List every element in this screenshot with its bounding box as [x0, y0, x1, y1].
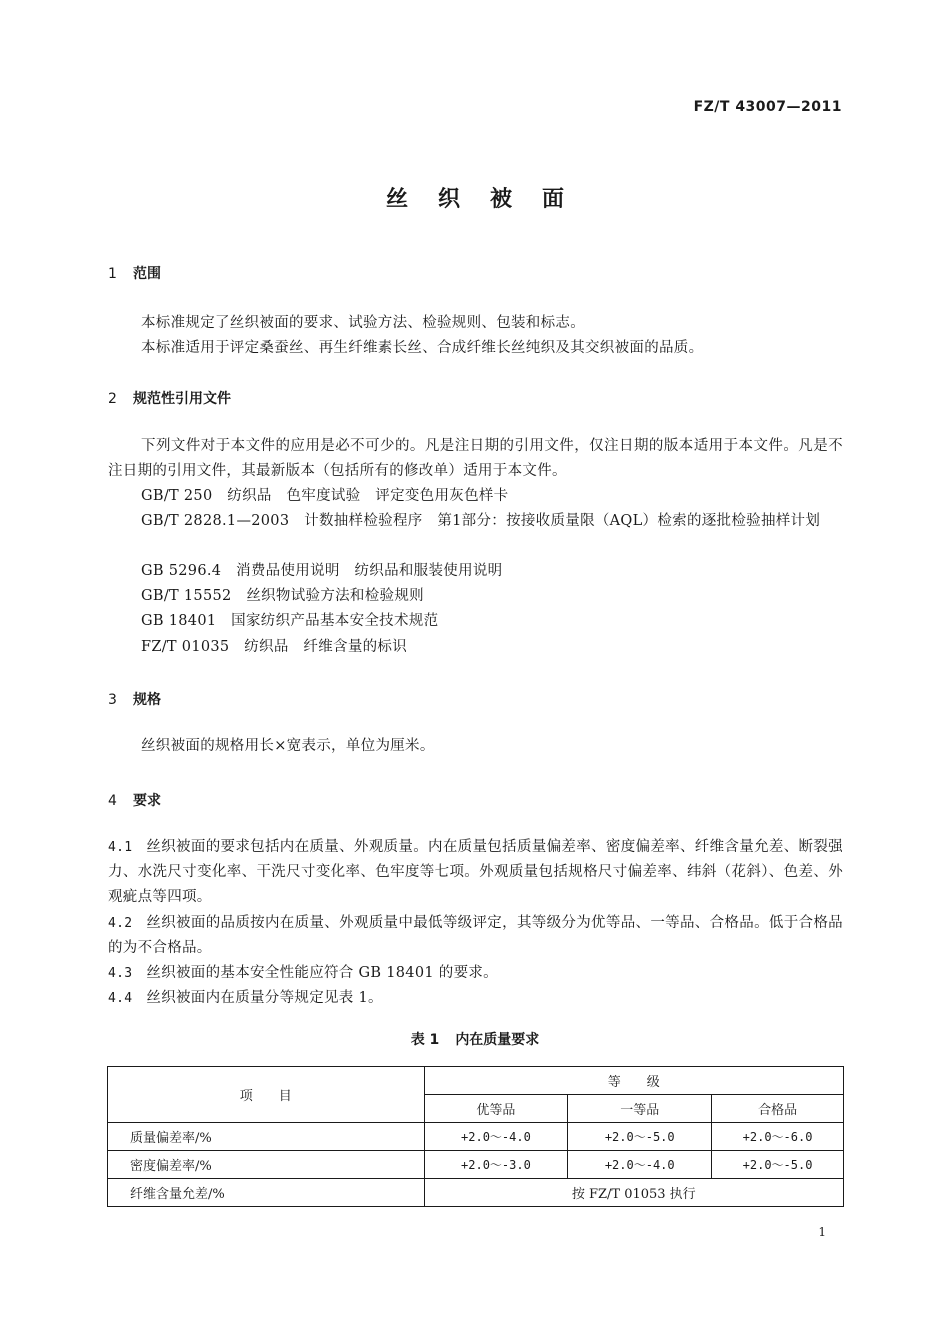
clause-number: 4.2 — [108, 916, 133, 931]
section-number: 1 — [108, 266, 117, 282]
table-cell: +2.0～-4.0 — [424, 1123, 568, 1151]
specification-paragraph: 丝织被面的规格用长×宽表示，单位为厘米。 — [141, 738, 435, 754]
row-label: 密度偏差率/% — [108, 1151, 425, 1179]
table-row — [108, 1151, 844, 1179]
table-caption — [0, 1029, 950, 1049]
clause-number: 4.4 — [108, 991, 133, 1006]
clause-text: 丝织被面的要求包括内在质量、外观质量。内在质量包括质量偏差率、密度偏差率、纤维含量允差、断裂强力、水洗尺寸变化率、干洗尺寸变化率、色牢度等七项。外观质量包括规格尺寸偏差率、纬斜（花斜）、色差、外观疵点等四项。 — [108, 839, 843, 905]
grade-header: 合格品 — [712, 1095, 844, 1123]
grade-header: 一等品 — [568, 1095, 712, 1123]
header-grade: 等 级 — [424, 1067, 843, 1095]
section-2-heading — [108, 388, 231, 408]
section-title: 要求 — [133, 793, 161, 809]
table-number: 表 1 — [410, 1032, 440, 1048]
table-cell: 按 FZ/T 01053 执行 — [424, 1179, 843, 1207]
table-row — [108, 1123, 844, 1151]
scope-paragraph-2: 本标准适用于评定桑蚕丝、再生纤维素长丝、合成纤维长丝纯织及其交织被面的品质。 — [141, 340, 704, 356]
reference-item: FZ/T 01035 纺织品 纤维含量的标识 — [141, 639, 408, 655]
page-number: 1 — [818, 1225, 826, 1239]
clause-number: 4.1 — [108, 840, 133, 855]
table-cell: +2.0～-5.0 — [568, 1123, 712, 1151]
section-number: 4 — [108, 793, 117, 809]
section-number: 3 — [108, 692, 117, 708]
table-row — [108, 1179, 844, 1207]
reference-item: GB 5296.4 消费品使用说明 纺织品和服装使用说明 — [141, 563, 503, 579]
requirement-item — [108, 986, 843, 1011]
references-intro: 下列文件对于本文件的应用是必不可少的。凡是注日期的引用文件，仅注日期的版本适用于本文件。凡是不注日期的引用文件，其最新版本（包括所有的修改单）适用于本文件。 — [108, 438, 843, 479]
section-1-heading — [108, 263, 161, 283]
section-number: 2 — [108, 391, 117, 407]
row-label: 纤维含量允差/% — [108, 1179, 425, 1207]
section-title: 范围 — [133, 266, 161, 282]
table-cell: +2.0～-6.0 — [712, 1123, 844, 1151]
table-cell: +2.0～-5.0 — [712, 1151, 844, 1179]
requirement-item — [108, 835, 843, 910]
grade-header: 优等品 — [424, 1095, 568, 1123]
reference-item: GB/T 250 纺织品 色牢度试验 评定变色用灰色样卡 — [141, 488, 509, 504]
clause-text: 丝织被面的品质按内在质量、外观质量中最低等级评定，其等级分为优等品、一等品、合格品。低于合格品的为不合格品。 — [108, 915, 843, 956]
requirement-item — [108, 911, 843, 961]
section-3-heading — [108, 689, 161, 709]
clause-text: 丝织被面内在质量分等规定见表 1。 — [146, 990, 383, 1006]
table-cell: +2.0～-3.0 — [424, 1151, 568, 1179]
document-title: 丝织被面 — [385, 187, 594, 212]
requirement-item — [108, 961, 843, 986]
reference-item: GB/T 15552 丝织物试验方法和检验规则 — [141, 588, 424, 604]
section-4-heading — [108, 790, 161, 810]
clause-number: 4.3 — [108, 966, 133, 981]
header-item: 项 目 — [108, 1067, 425, 1123]
section-title: 规格 — [133, 692, 161, 708]
row-label: 质量偏差率/% — [108, 1123, 425, 1151]
table-header-row — [108, 1067, 844, 1095]
reference-item: GB/T 2828.1—2003 计数抽样检验程序 第1部分：按接收质量限（AQL）检索的逐批检验抽样计划 — [141, 513, 821, 529]
reference-item: GB 18401 国家纺织产品基本安全技术规范 — [141, 613, 439, 629]
section-title: 规范性引用文件 — [133, 391, 231, 407]
quality-requirements-table — [107, 1066, 844, 1207]
clause-text: 丝织被面的基本安全性能应符合 GB 18401 的要求。 — [146, 965, 498, 981]
scope-paragraph-1: 本标准规定了丝织被面的要求、试验方法、检验规则、包装和标志。 — [141, 315, 585, 331]
table-title: 内在质量要求 — [455, 1032, 540, 1048]
table-cell: +2.0～-4.0 — [568, 1151, 712, 1179]
standard-code: FZ/T 43007—2011 — [693, 99, 842, 115]
